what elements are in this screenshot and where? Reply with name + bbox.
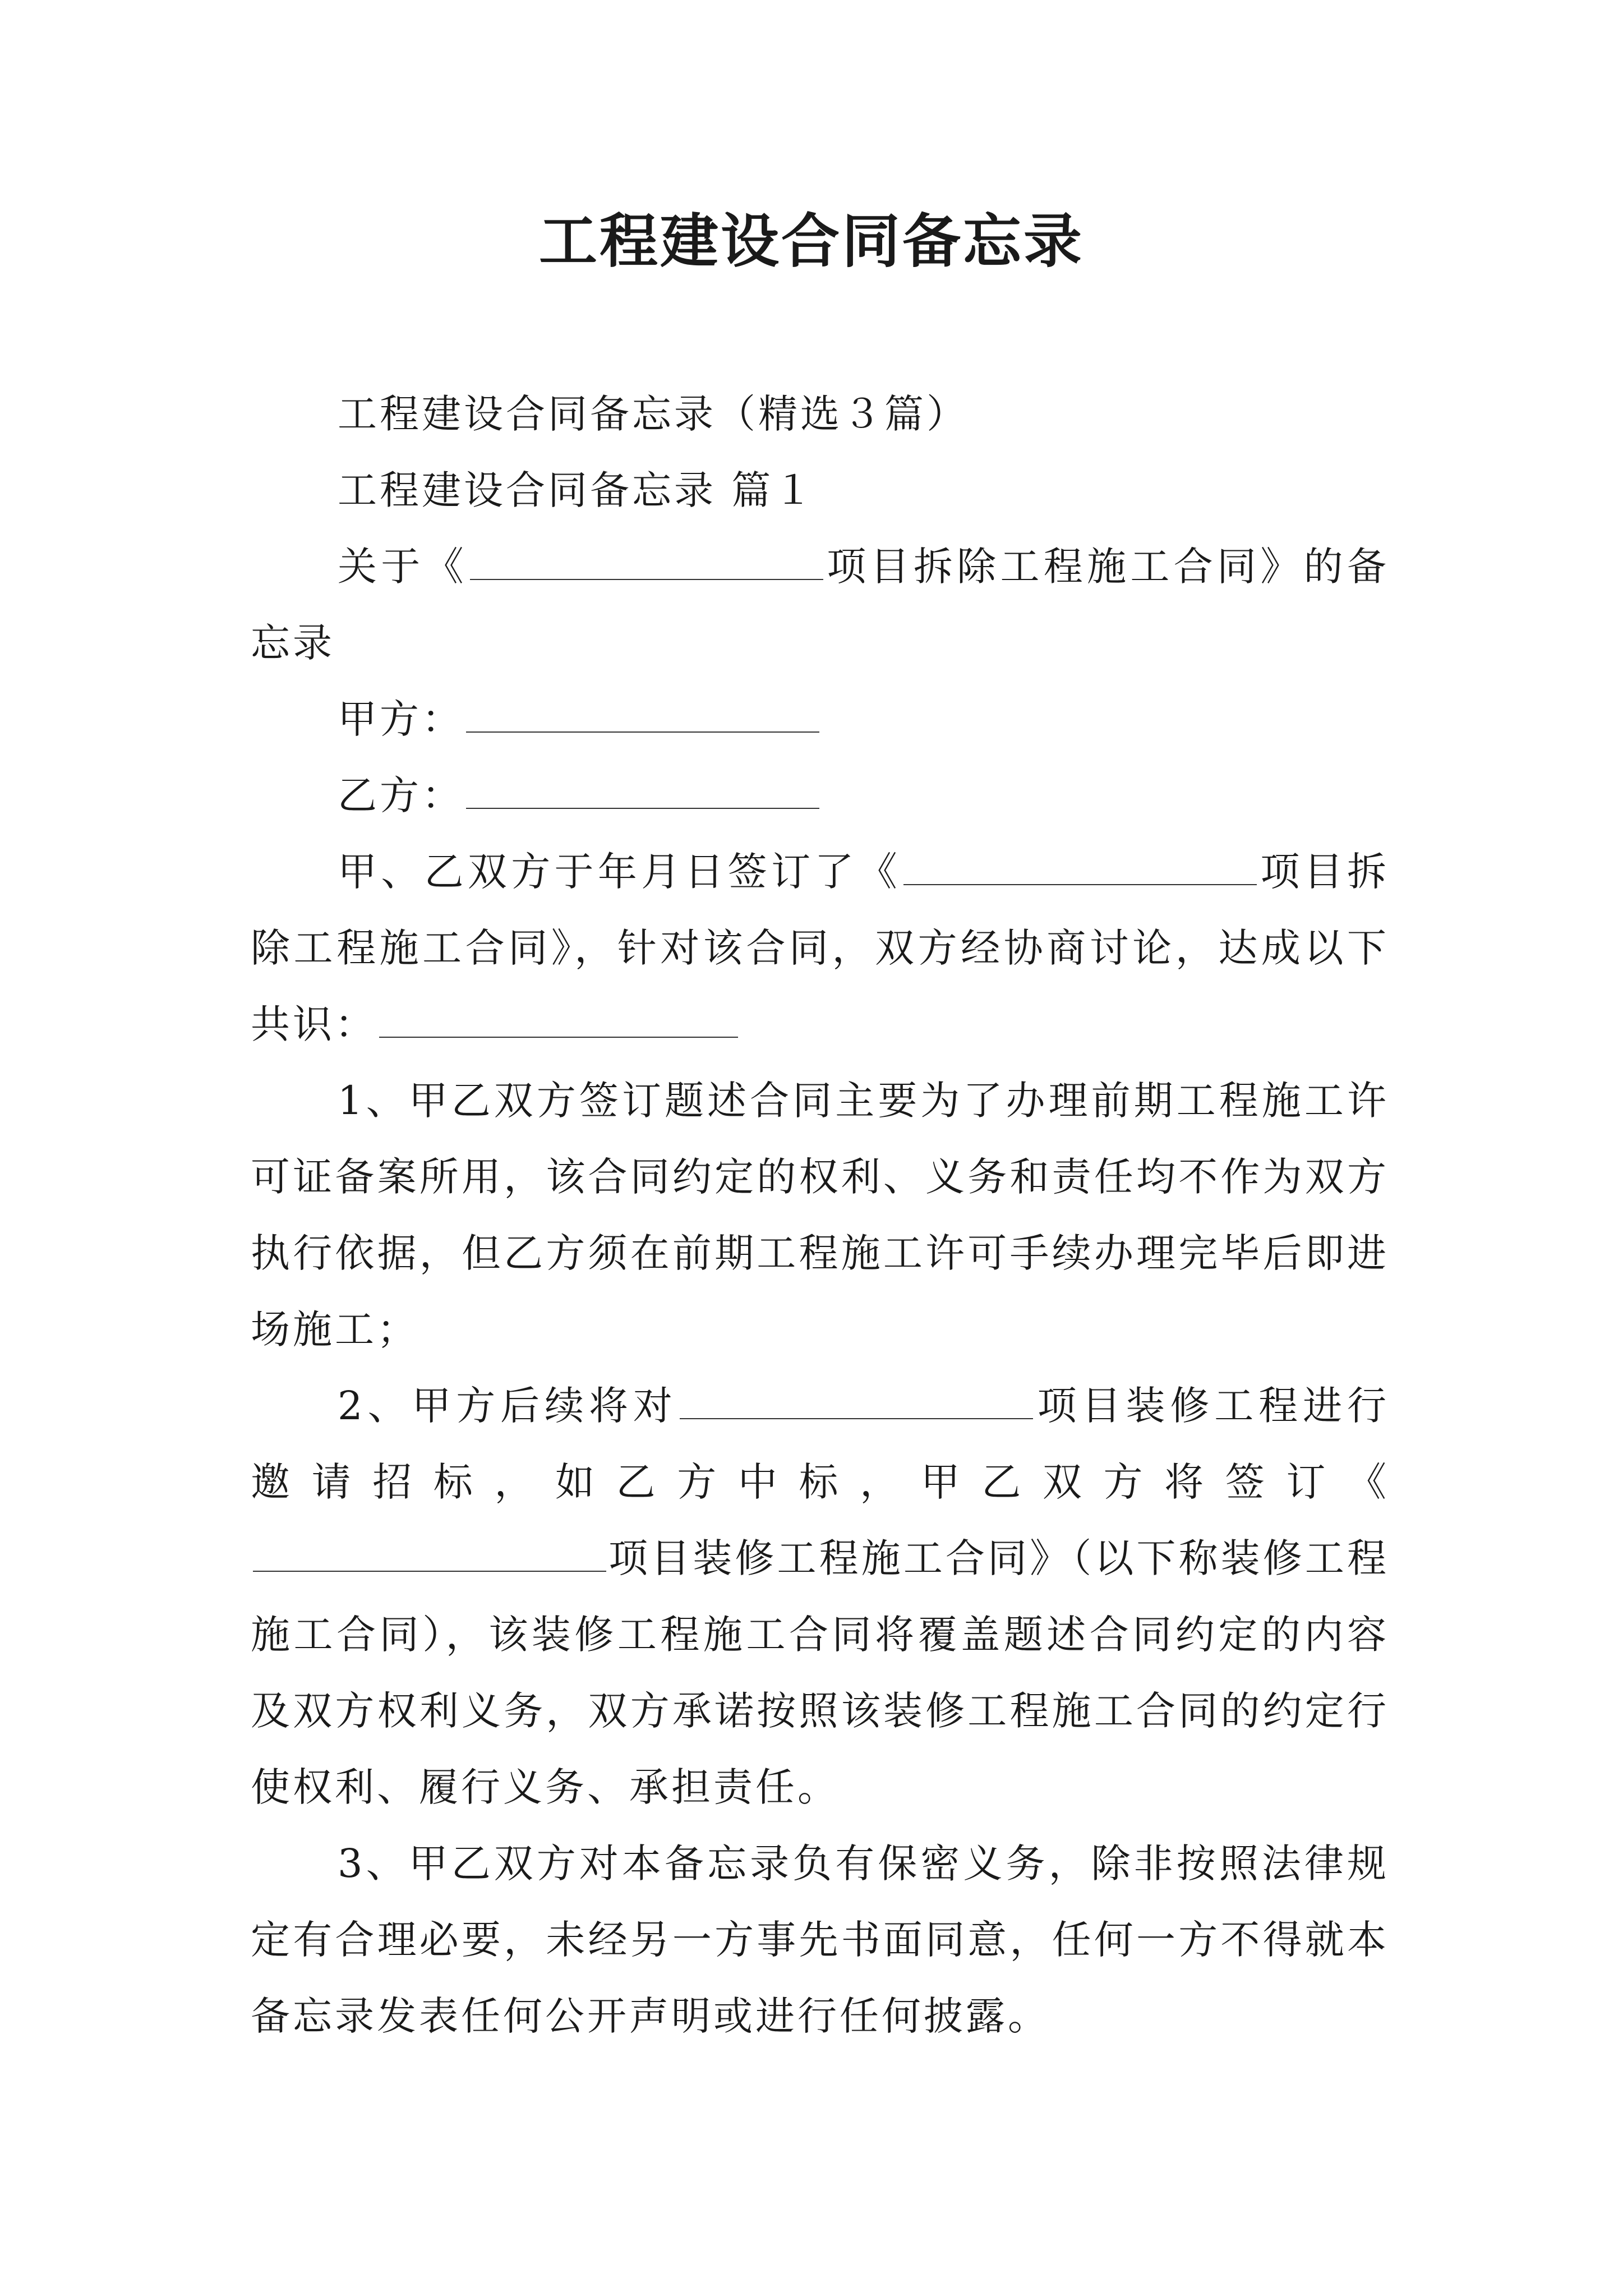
paragraph-party-a bbox=[251, 681, 1389, 757]
paragraph-text: 项目拆除工程施工合同》，针对该合同，双方经协商讨论，达成以下共识： bbox=[251, 849, 1389, 1047]
fill-in-blank-project-name bbox=[253, 1570, 606, 1572]
paragraph-clause-1 bbox=[251, 1062, 1389, 1368]
party-b-label: 乙方： bbox=[338, 772, 464, 818]
fill-in-blank-project-name bbox=[903, 884, 1257, 885]
fill-in-blank-party-b bbox=[466, 807, 819, 809]
document-title: 工程建设合同备忘录 bbox=[538, 206, 1084, 275]
paragraph-party-b bbox=[251, 757, 1389, 834]
paragraph-agreement-intro bbox=[251, 834, 1389, 1062]
paragraph-text: 工程建设合同备忘录 篇１ bbox=[338, 467, 816, 513]
paragraph-clause-2 bbox=[251, 1368, 1389, 1825]
paragraph-text: 2、甲方后续将对 bbox=[338, 1383, 677, 1429]
paragraph-text: 项目装修工程施工合同》（以下称装修工程施工合同），该装修工程施工合同将覆盖题述合同约定的内容及双方权利义务，双方承诺按照该装修工程施工合同的约定行使权利、履行义务、承担责任。 bbox=[251, 1535, 1389, 1810]
paragraph-text: 1、甲乙双方签订题述合同主要为了办理前期工程施工许可证备案所用，该合同约定的权利、义务和责任均不作为双方执行依据，但乙方须在前期工程施工许可手续办理完毕后即进场施工； bbox=[251, 1078, 1389, 1352]
paragraph-clause-3 bbox=[251, 1825, 1389, 2054]
paragraph-memo-subject bbox=[251, 528, 1389, 681]
paragraph-section-heading bbox=[251, 452, 1389, 528]
fill-in-blank-project-name bbox=[680, 1418, 1033, 1419]
fill-in-blank-party-a bbox=[466, 731, 819, 733]
paragraph-text: 关于《 bbox=[338, 544, 468, 590]
paragraph-text: 3、甲乙双方对本备忘录负有保密义务，除非按照法律规定有合理必要，未经另一方事先书面同意，任何一方不得就本备忘录发表任何公开声明或进行任何披露。 bbox=[251, 1841, 1389, 2039]
party-a-label: 甲方： bbox=[338, 696, 464, 742]
paragraph-text: 工程建设合同备忘录（精选３篇） bbox=[338, 391, 969, 437]
paragraph-subtitle bbox=[251, 376, 1389, 452]
fill-in-blank-project-name bbox=[470, 578, 823, 580]
paragraph-text: 甲、乙双方于年月日签订了《 bbox=[338, 849, 902, 895]
paragraph-text: 项目装修工程进行邀请招标，如乙方中标，甲乙双方将签订《 bbox=[251, 1383, 1389, 1505]
paragraph-text: 项目拆除工程施工合同》的备忘录 bbox=[251, 544, 1389, 666]
document-body bbox=[251, 376, 1389, 2054]
fill-in-blank-consensus bbox=[379, 1036, 738, 1038]
